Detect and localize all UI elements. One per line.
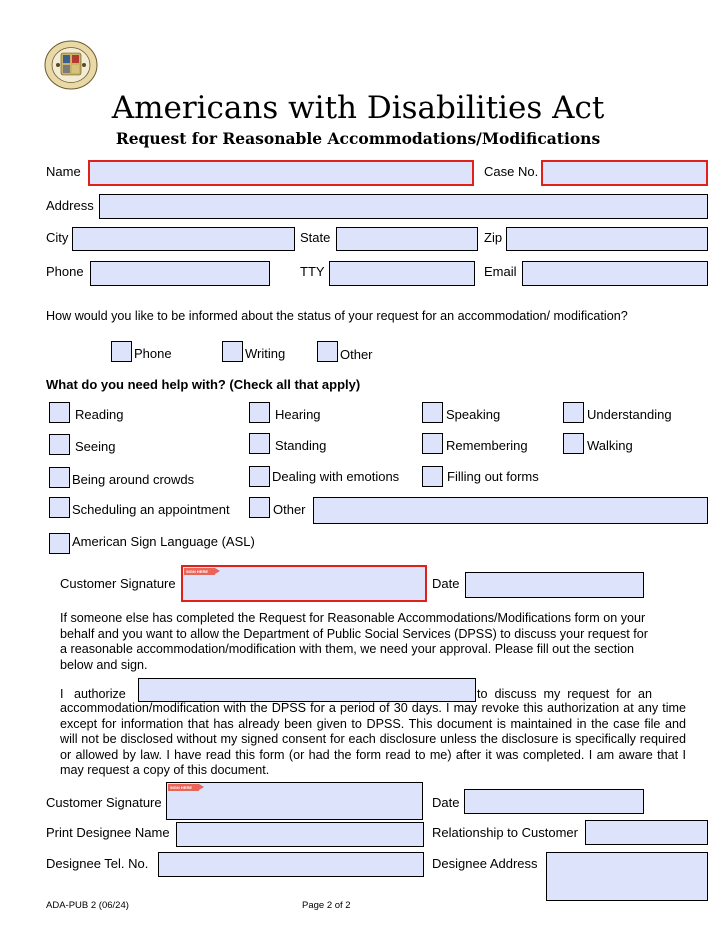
help-hearing-checkbox[interactable] xyxy=(249,402,270,423)
help-understanding-label: Understanding xyxy=(587,407,672,422)
help-other-checkbox[interactable] xyxy=(249,497,270,518)
status-writing-label: Writing xyxy=(245,346,286,361)
help-standing-label: Standing xyxy=(275,438,327,453)
help-other-label: Other xyxy=(273,502,306,517)
authorize-name-field[interactable] xyxy=(138,678,476,702)
help-asl-checkbox[interactable] xyxy=(49,533,70,554)
customer-signature-field[interactable] xyxy=(181,565,427,602)
sign-here-flag-2: SIGN HERE xyxy=(168,784,199,791)
page-title: Americans with Disabilities Act xyxy=(111,90,605,126)
help-asl-label: American Sign Language (ASL) xyxy=(72,534,255,549)
email-label: Email xyxy=(484,264,517,279)
help-understanding-checkbox[interactable] xyxy=(563,402,584,423)
state-field[interactable] xyxy=(336,227,478,251)
name-label: Name xyxy=(46,164,81,179)
sign-here-flag: SIGN HERE xyxy=(184,568,215,575)
help-forms-label: Filling out forms xyxy=(447,469,539,484)
designee-address-field[interactable] xyxy=(546,852,708,901)
date-label-2: Date xyxy=(432,795,460,810)
relationship-field[interactable] xyxy=(585,820,708,845)
help-speaking-label: Speaking xyxy=(446,407,501,422)
customer-signature-label: Customer Signature xyxy=(60,576,176,591)
help-emotions-label: Dealing with emotions xyxy=(272,469,400,484)
tty-field[interactable] xyxy=(329,261,475,286)
status-question: How would you like to be informed about the status of your request for an accommodation/ modification? xyxy=(46,309,628,323)
help-standing-checkbox[interactable] xyxy=(249,433,270,454)
help-remembering-checkbox[interactable] xyxy=(422,433,443,454)
print-designee-label: Print Designee Name xyxy=(46,825,170,840)
form-id: ADA-PUB 2 (06/24) xyxy=(46,900,129,911)
zip-field[interactable] xyxy=(506,227,708,251)
case-number-label: Case No. xyxy=(484,164,539,179)
help-walking-label: Walking xyxy=(587,438,633,453)
help-scheduling-checkbox[interactable] xyxy=(49,497,70,518)
authorize-body: accommodation/modification with the DPSS for a period of 30 days. I may revoke this authorization at any time except for information that has already been given to DPSS. This document is maintained in the case file and will not be disclosed without my signed consent for each disclosure unless the disclosure is specifically required or allowed by law. I have read this form (or had the form read to me) after it was completed. I am aware that I may request a copy of this document. xyxy=(60,701,686,777)
help-hearing-label: Hearing xyxy=(275,407,321,422)
case-number-field[interactable] xyxy=(541,160,708,186)
customer-signature-field-2[interactable] xyxy=(166,782,423,820)
authorize-prefix: I authorize xyxy=(60,687,126,701)
city-label: City xyxy=(46,230,69,245)
customer-signature-label-2: Customer Signature xyxy=(46,795,162,810)
state-label: State xyxy=(300,230,331,245)
consent-intro: If someone else has completed the Request for Reasonable Accommodations/Modifications form on your behalf and you want to allow the Department of Public Social Services (DPSS) to discuss your request for a reasonable accommodation/modification with them, we need your approval. Please fill out the section below and sign. xyxy=(60,611,648,672)
help-remembering-label: Remembering xyxy=(446,438,528,453)
help-reading-label: Reading xyxy=(75,407,124,422)
name-field[interactable] xyxy=(88,160,474,186)
address-field[interactable] xyxy=(99,194,708,219)
county-seal xyxy=(44,40,98,90)
status-phone-label: Phone xyxy=(134,346,172,361)
tty-label: TTY xyxy=(300,264,325,279)
zip-label: Zip xyxy=(484,230,503,245)
phone-field[interactable] xyxy=(90,261,270,286)
status-phone-checkbox[interactable] xyxy=(111,341,132,362)
help-speaking-checkbox[interactable] xyxy=(422,402,443,423)
designee-tel-field[interactable] xyxy=(158,852,424,877)
help-seeing-label: Seeing xyxy=(75,439,116,454)
page-number: Page 2 of 2 xyxy=(302,900,351,911)
help-heading: What do you need help with? (Check all that apply) xyxy=(46,377,361,392)
status-writing-checkbox[interactable] xyxy=(222,341,243,362)
help-emotions-checkbox[interactable] xyxy=(249,466,270,487)
city-field[interactable] xyxy=(72,227,295,251)
phone-label: Phone xyxy=(46,264,84,279)
help-scheduling-label: Scheduling an appointment xyxy=(72,502,230,517)
authorize-suffix: to discuss my request for an xyxy=(477,687,652,701)
designee-address-label: Designee Address xyxy=(432,856,538,871)
help-seeing-checkbox[interactable] xyxy=(49,434,70,455)
help-crowds-checkbox[interactable] xyxy=(49,467,70,488)
help-forms-checkbox[interactable] xyxy=(422,466,443,487)
date-field-2[interactable] xyxy=(464,789,644,814)
status-other-checkbox[interactable] xyxy=(317,341,338,362)
relationship-label: Relationship to Customer xyxy=(432,825,578,840)
signature-date-field[interactable] xyxy=(465,572,644,598)
designee-tel-label: Designee Tel. No. xyxy=(46,856,149,871)
email-field[interactable] xyxy=(522,261,708,286)
address-label: Address xyxy=(46,198,94,213)
signature-date-label: Date xyxy=(432,576,460,591)
help-reading-checkbox[interactable] xyxy=(49,402,70,423)
help-walking-checkbox[interactable] xyxy=(563,433,584,454)
page-subtitle: Request for Reasonable Accommodations/Modifications xyxy=(115,129,601,148)
help-crowds-label: Being around crowds xyxy=(72,472,195,487)
status-other-label: Other xyxy=(340,347,373,362)
help-other-field[interactable] xyxy=(313,497,708,524)
print-designee-field[interactable] xyxy=(176,822,424,847)
